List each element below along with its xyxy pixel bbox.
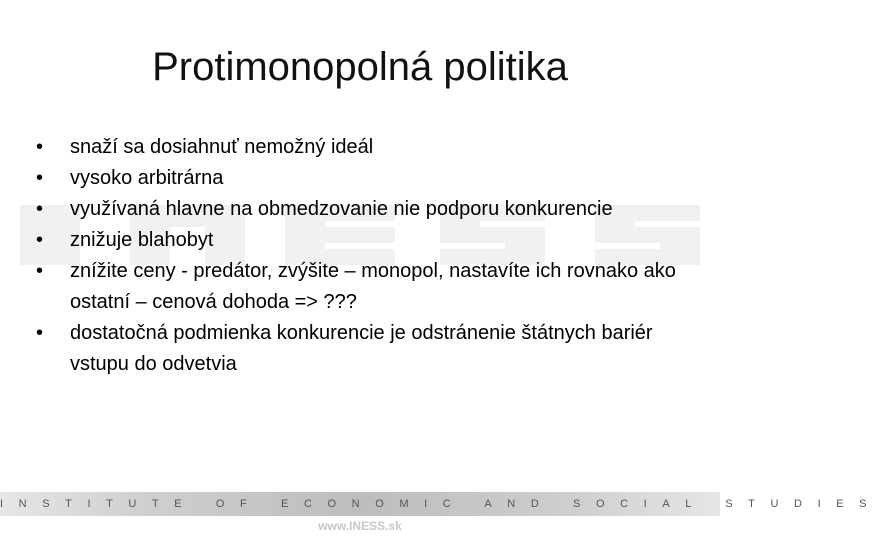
bullet-item bbox=[36, 132, 696, 163]
bullet-icon: • bbox=[36, 260, 44, 282]
bullet-icon: • bbox=[36, 322, 44, 344]
slide-title: Protimonopolná politika bbox=[152, 45, 568, 89]
bullet-item bbox=[36, 194, 696, 225]
bullet-icon: • bbox=[36, 167, 44, 189]
footer-url: www.INESS.sk bbox=[318, 519, 402, 533]
bullet-item bbox=[36, 163, 696, 194]
bullet-icon: • bbox=[36, 136, 44, 158]
bullet-text: znížite ceny - predátor, zvýšite – monopol, nastavíte ich rovnako ako ostatní – cenová dohoda => ??? bbox=[70, 260, 676, 313]
bullet-text: vysoko arbitrárna bbox=[70, 167, 224, 189]
footer-institute-name: INSTITUTE OF ECONOMIC AND SOCIAL STUDIES bbox=[0, 498, 882, 510]
bullet-icon: • bbox=[36, 229, 44, 251]
bullet-text: dostatočná podmienka konkurencie je odstránenie štátnych bariér vstupu do odvetvia bbox=[70, 322, 653, 375]
bullet-text: znižuje blahobyt bbox=[70, 229, 214, 251]
bullet-icon: • bbox=[36, 198, 44, 220]
bullet-item bbox=[36, 256, 696, 318]
bullet-list bbox=[36, 132, 696, 380]
bullet-item bbox=[36, 225, 696, 256]
bullet-text: snaží sa dosiahnuť nemožný ideál bbox=[70, 136, 374, 158]
bullet-text: využívaná hlavne na obmedzovanie nie podporu konkurencie bbox=[70, 198, 613, 220]
bullet-item bbox=[36, 318, 696, 380]
